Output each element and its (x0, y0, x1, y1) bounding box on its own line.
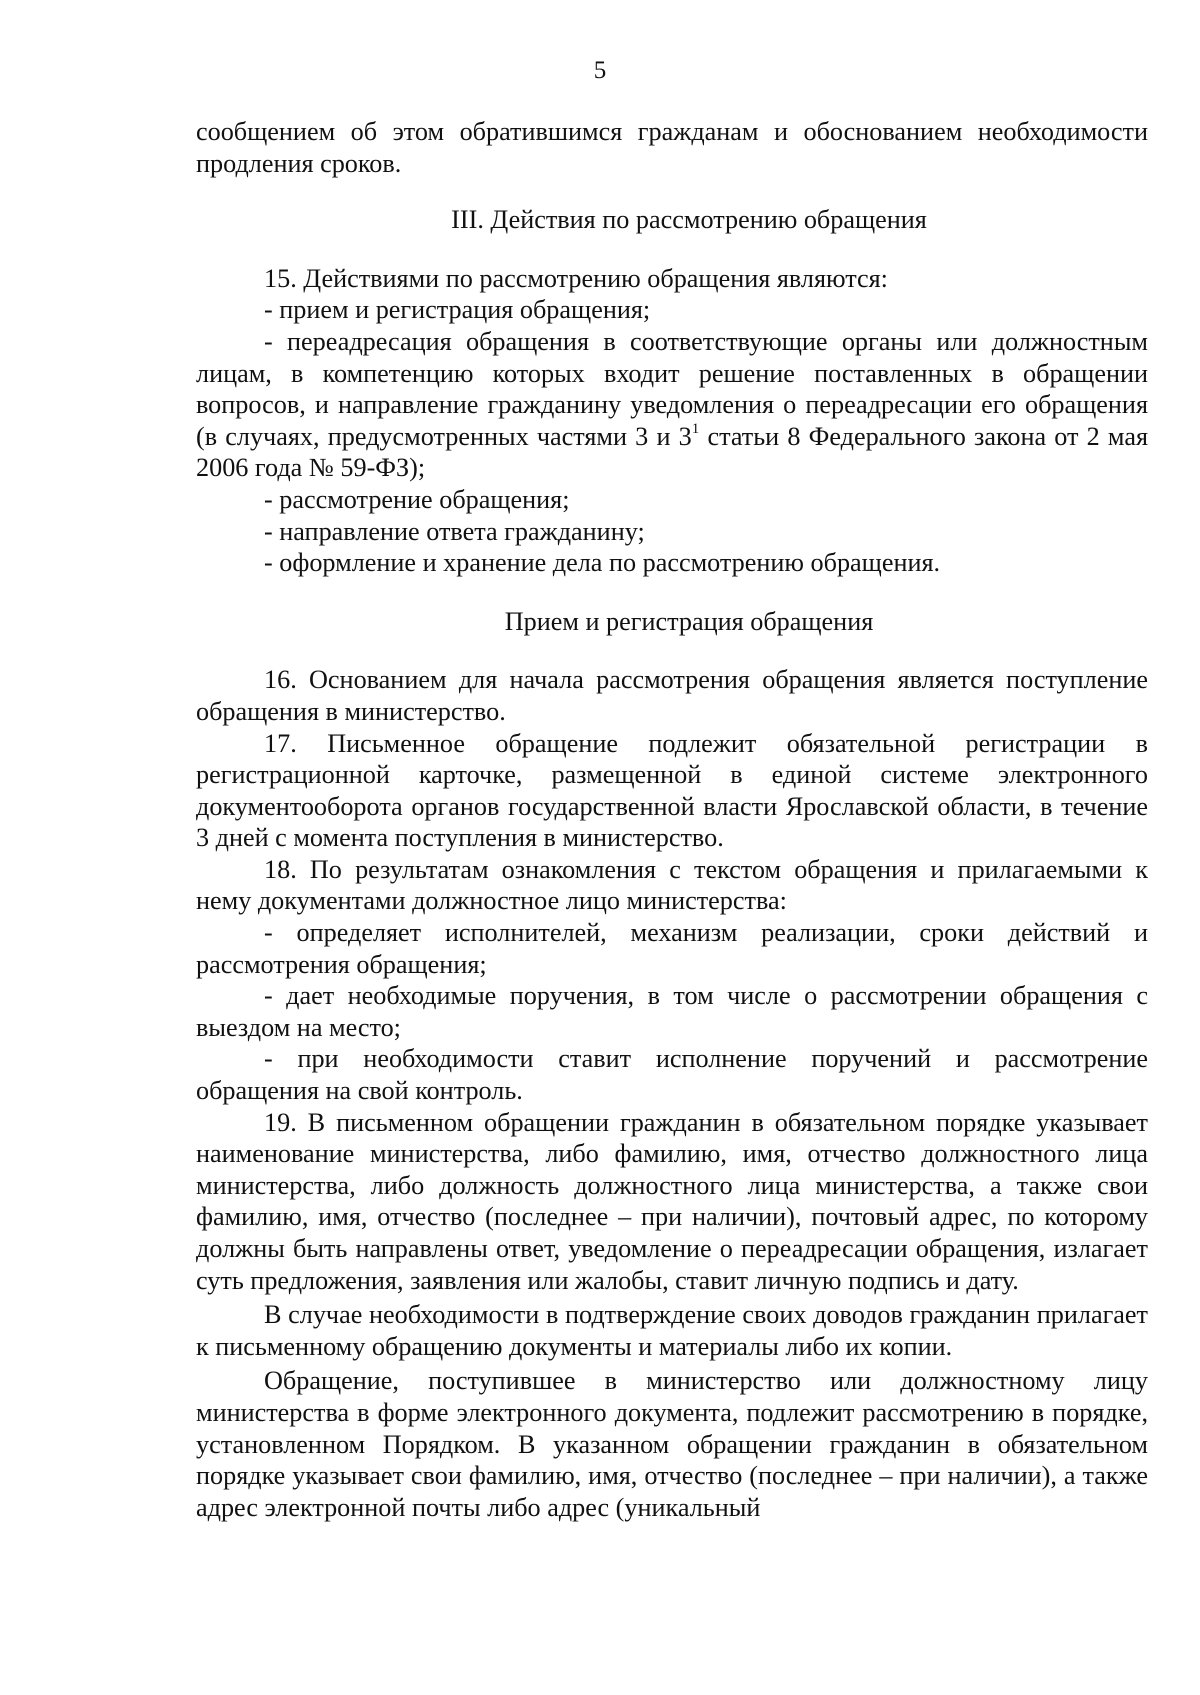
paragraph-19-electronic: Обращение, поступившее в министерство или должностному лицу министерства в форме электронного документа, подлежит рассмотрению в порядке, установленном Порядком. В указанном обращении гражданин в обязательном порядке указывает свои фамилию, имя, отчество (последнее – при наличии), а также адрес электронной почты либо адрес (уникальный (196, 1366, 1148, 1522)
list-item-control: - при необходимости ставит исполнение поручений и рассмотрение обращения на свой контроль. (196, 1044, 1148, 1106)
paragraph-17: 17. Письменное обращение подлежит обязательной регистрации в регистрационной карточке, размещенной в единой системе электронного документооборота органов государственной власти Ярославской области, в течение 3 дней с момента поступления в министерство. (196, 728, 1148, 853)
paragraph-16: 16. Основанием для начала рассмотрения обращения является поступление обращения в министерство. (196, 665, 1148, 726)
paragraph-19: 19. В письменном обращении гражданин в обязательном порядке указывает наименование министерства, либо фамилию, имя, отчество должностного лица министерства, либо должность должностного лица министерства, а также свои фамилию, имя, отчество (последнее – при наличии), почтовый адрес, по которому должны быть направлены ответ, уведомление о переадресации обращения, излагает суть предложения, заявления или жалобы, ставит личную подпись и дату. (196, 1107, 1148, 1295)
list-item-readdressing-tail: статьи 8 Федерального закона от 2 мая 2006 года № 59-ФЗ); (196, 421, 1148, 483)
paragraph-19-attachments: В случае необходимости в подтверждение своих доводов гражданин прилагает к письменному обращению документы и материалы либо их копии. (196, 1300, 1148, 1361)
list-item-instructions: - дает необходимые поручения, в том числе о рассмотрении обращения с выездом на место; (196, 981, 1148, 1042)
section-heading-actions: III. Действия по рассмотрению обращения (451, 205, 927, 235)
list-item-consideration: - рассмотрение обращения; (264, 484, 570, 514)
list-item-storage: - оформление и хранение дела по рассмотрению обращения. (264, 548, 941, 578)
list-item-readdressing-text: - переадресация обращения в соответствующие органы или должностным лицам, в компетенцию которых входит решение поставленных в обращении вопросов, и направление гражданину уведомления о переадресации его обращения (в случаях, предусмотренных частями 3 и 3 (196, 326, 1148, 451)
page-number: 5 (593, 57, 607, 84)
list-item-readdressing (196, 326, 1148, 484)
paragraph-18: 18. По результатам ознакомления с текстом обращения и прилагаемыми к нему документами должностное лицо министерства: (196, 854, 1148, 916)
list-item-reception: - прием и регистрация обращения; (264, 295, 651, 325)
paragraph-continuation: сообщением об этом обратившимся гражданам и обоснованием необходимости продления сроков. (196, 117, 1148, 178)
footnote-superscript: 1 (691, 421, 700, 438)
list-item-executors: - определяет исполнителей, механизм реализации, сроки действий и рассмотрения обращения; (196, 918, 1148, 979)
list-item-response: - направление ответа гражданину; (264, 516, 645, 546)
document-body (196, 116, 1148, 1523)
section-heading-reception: Прием и регистрация обращения (504, 606, 874, 636)
paragraph-15: 15. Действиями по рассмотрению обращения являются: (264, 263, 888, 293)
